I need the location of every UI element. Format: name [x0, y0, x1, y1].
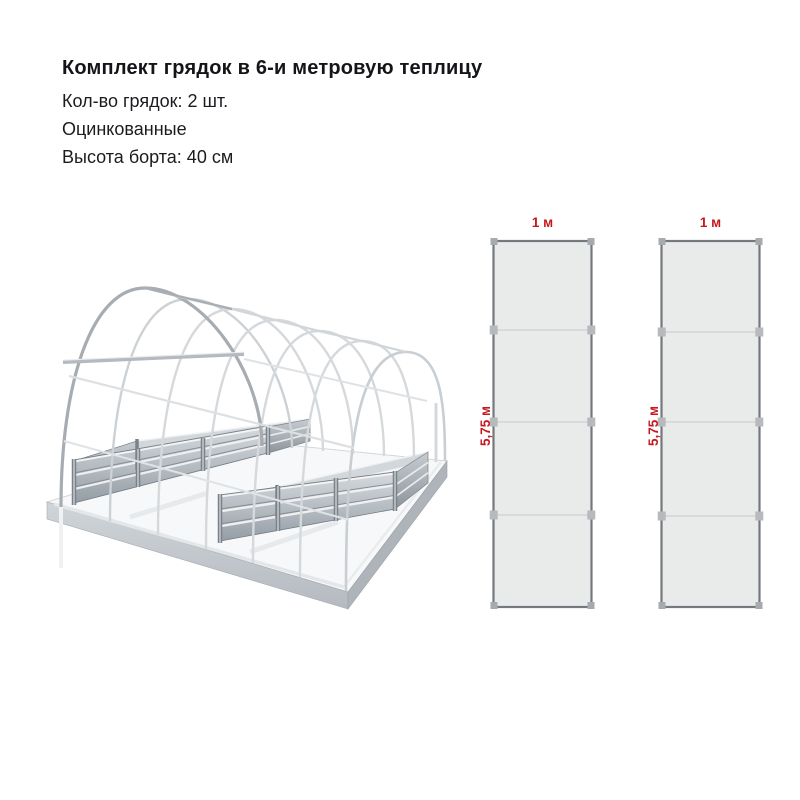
- bed-outline: [494, 241, 592, 607]
- end-crossbar: [63, 354, 244, 362]
- spec-board-height: Высота борта: 40 см: [62, 147, 234, 167]
- bed-dimension-schematic: [478, 215, 763, 609]
- width-dimension-label: 1 м: [699, 215, 722, 230]
- ridge-purlin-near-segment: [145, 288, 232, 309]
- bed-diagram-left: [478, 215, 595, 609]
- length-dimension-label: 5,75 м: [646, 405, 661, 447]
- bed-diagram-right: [646, 215, 763, 609]
- length-dimension-label: 5,75 м: [478, 405, 493, 447]
- width-dimension-label: 1 м: [531, 215, 554, 230]
- spec-material: Оцинкованные: [62, 119, 187, 139]
- product-title: Комплект грядок в 6-и метровую теплицу: [62, 57, 483, 79]
- spec-bed-quantity: Кол-во грядок: 2 шт.: [62, 91, 229, 111]
- greenhouse-3d-render: [47, 288, 447, 609]
- bed-outline: [662, 241, 760, 607]
